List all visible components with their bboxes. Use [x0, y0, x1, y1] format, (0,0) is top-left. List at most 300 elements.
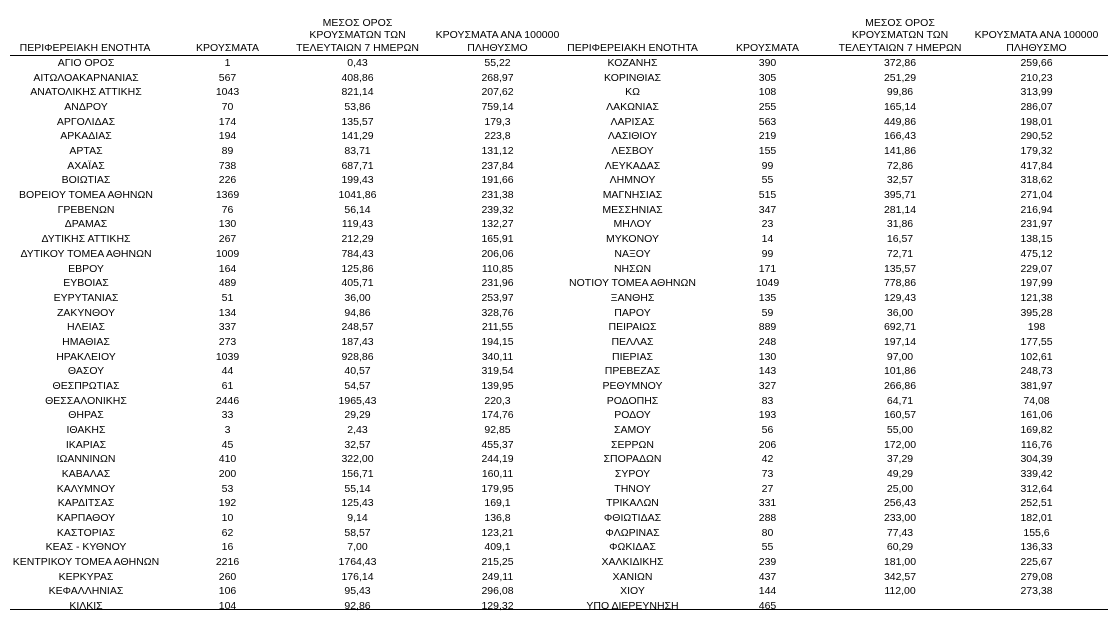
table-row [560, 85, 1118, 100]
cases-cell: 130 [218, 218, 237, 231]
region-cell: ΚΙΛΚΙΣ [69, 600, 103, 613]
avg-cell: 233,00 [883, 512, 917, 525]
cases-cell: 347 [758, 203, 777, 216]
table-row [0, 129, 560, 144]
cases-cell: 889 [758, 321, 777, 334]
table-row [0, 232, 560, 247]
avg-cell: 197,14 [883, 335, 917, 348]
table-row [0, 438, 560, 453]
table-row [560, 482, 1118, 497]
region-cell: ΓΡΕΒΕΝΩΝ [57, 203, 115, 216]
region-cell: ΠΕΛΛΑΣ [611, 335, 654, 348]
cases-cell: 14 [761, 233, 774, 246]
per100k-cell: 191,66 [481, 174, 514, 187]
region-cell: ΧΙΟΥ [620, 585, 645, 598]
cases-cell: 130 [758, 350, 777, 363]
avg-cell: 281,14 [883, 203, 917, 216]
region-cell: ΔΥΤΙΚΟΥ ΤΟΜΕΑ ΑΘΗΝΩΝ [20, 247, 152, 260]
per100k-cell: 312,64 [1020, 482, 1053, 495]
avg-cell: 9,14 [347, 512, 368, 525]
per100k-cell: 249,11 [481, 570, 514, 583]
region-cell: ΑΡΤΑΣ [69, 145, 103, 158]
cases-cell: 200 [218, 468, 237, 481]
avg-cell: 395,71 [883, 189, 917, 202]
cases-cell: 437 [758, 570, 777, 583]
cases-cell: 53 [221, 482, 234, 495]
table-row [0, 173, 560, 188]
per100k-cell: 237,84 [481, 159, 514, 172]
table-row [560, 291, 1118, 306]
per100k-cell: 132,27 [481, 218, 514, 231]
table-row [0, 247, 560, 262]
avg-cell: 1041,86 [338, 189, 377, 202]
region-cell: ΘΗΡΑΣ [68, 409, 104, 422]
per100k-cell: 475,12 [1020, 247, 1053, 260]
table-row [560, 496, 1118, 511]
table-row [560, 394, 1118, 409]
cases-cell: 171 [758, 262, 777, 275]
cases-cell: 51 [221, 291, 234, 304]
avg-cell: 248,57 [341, 321, 374, 334]
per100k-cell: 216,94 [1020, 203, 1053, 216]
cases-cell: 135 [758, 291, 777, 304]
table-row [0, 526, 560, 541]
avg-cell: 2,43 [347, 424, 368, 436]
table-row [0, 364, 560, 379]
per100k-cell: 381,97 [1020, 379, 1053, 392]
region-cell: ΑΡΓΟΛΙΔΑΣ [56, 115, 116, 128]
cases-cell: 155 [758, 145, 777, 158]
avg-cell: 266,86 [883, 379, 917, 392]
cases-cell: 89 [221, 145, 234, 158]
avg-cell: 77,43 [886, 526, 914, 539]
table-row [560, 247, 1118, 262]
per100k-cell: 273,38 [1020, 585, 1053, 598]
table-row [0, 350, 560, 365]
per100k-cell: 286,07 [1020, 101, 1053, 114]
avg-cell: 165,14 [883, 101, 917, 114]
cases-cell: 44 [221, 365, 234, 378]
region-cell: ΚΩ [625, 86, 640, 99]
region-cell: ΕΥΡΥΤΑΝΙΑΣ [53, 291, 119, 304]
per100k-cell: 279,08 [1020, 570, 1053, 583]
region-cell: ΜΕΣΣΗΝΙΑΣ [602, 203, 663, 216]
region-cell: ΛΕΥΚΑΔΑΣ [604, 159, 661, 172]
region-cell: ΚΑΒΑΛΑΣ [61, 468, 111, 481]
per100k-cell: 169,1 [484, 497, 511, 510]
region-cell: ΦΘΙΩΤΙΔΑΣ [603, 512, 662, 525]
avg-cell: 55,14 [344, 482, 371, 495]
table-row [560, 511, 1118, 526]
per100k-cell: 231,97 [1020, 218, 1053, 231]
table-row [560, 71, 1118, 86]
avg-cell: 928,86 [341, 350, 374, 363]
cases-cell: 104 [218, 600, 237, 613]
table-row [0, 320, 560, 335]
table-row [560, 173, 1118, 188]
cases-cell: 83 [761, 394, 774, 407]
region-cell: ΠΕΙΡΑΙΩΣ [608, 321, 657, 334]
per100k-cell: 339,42 [1020, 468, 1053, 481]
per100k-cell: 252,51 [1020, 497, 1053, 510]
table-row [560, 188, 1118, 203]
cases-cell: 55 [761, 174, 774, 187]
per100k-cell: 244,19 [481, 453, 514, 466]
per100k-cell: 211,55 [481, 321, 514, 334]
per100k-cell: 110,85 [481, 262, 514, 275]
table-row [560, 320, 1118, 335]
cases-cell: 2446 [215, 394, 240, 407]
cases-cell: 144 [758, 585, 777, 598]
avg-cell: 141,29 [341, 130, 374, 143]
cases-cell: 390 [758, 57, 777, 69]
cases-cell: 267 [218, 233, 237, 246]
table-row [560, 232, 1118, 247]
avg-cell: 322,00 [341, 453, 374, 466]
avg-cell: 119,43 [341, 218, 374, 231]
per100k-cell: 210,23 [1020, 71, 1053, 84]
table-row [0, 159, 560, 174]
cases-cell: 59 [761, 306, 774, 319]
avg-cell: 54,57 [344, 379, 371, 392]
cases-cell: 305 [758, 71, 777, 84]
region-cell: ΑΙΤΩΛΟΑΚΑΡΝΑΝΙΑΣ [33, 71, 139, 84]
cases-cell: 206 [758, 438, 777, 451]
avg-cell: 31,86 [886, 218, 914, 231]
per100k-cell: 165,91 [481, 233, 514, 246]
per100k-cell: 74,08 [1023, 394, 1050, 407]
region-cell: ΡΕΘΥΜΝΟΥ [602, 379, 663, 392]
table-row [560, 203, 1118, 218]
table-row [0, 423, 560, 438]
per100k-cell: 169,82 [1020, 424, 1053, 436]
table-row [0, 511, 560, 526]
table-row [560, 115, 1118, 130]
cases-cell: 738 [218, 159, 237, 172]
per100k-cell: 194,15 [481, 335, 514, 348]
table-row [0, 570, 560, 585]
table-row [0, 335, 560, 350]
per100k-cell: 198,01 [1020, 115, 1053, 128]
table-row [0, 467, 560, 482]
per100k-cell: 215,25 [481, 556, 514, 569]
cases-cell: 99 [761, 159, 774, 172]
avg-cell: 256,43 [883, 497, 917, 510]
per100k-cell: 92,85 [484, 424, 511, 436]
region-cell: ΗΡΑΚΛΕΙΟΥ [56, 350, 116, 363]
region-cell: ΣΥΡΟΥ [614, 468, 651, 481]
table-row [0, 85, 560, 100]
avg-cell: 36,00 [886, 306, 914, 319]
region-cell: ΚΕΝΤΡΙΚΟΥ ΤΟΜΕΑ ΑΘΗΝΩΝ [12, 556, 160, 569]
avg-cell: 112,00 [884, 585, 916, 598]
cases-cell: 62 [221, 526, 234, 539]
per100k-cell: 197,99 [1020, 277, 1053, 290]
avg-cell: 166,43 [883, 130, 917, 143]
cases-cell: 143 [758, 365, 777, 378]
avg-cell: 821,14 [341, 86, 374, 99]
per100k-cell: 121,38 [1020, 291, 1053, 304]
avg-cell: 25,00 [886, 482, 914, 495]
cases-cell: 1039 [215, 350, 240, 363]
table-row [560, 350, 1118, 365]
cases-cell: 331 [758, 497, 777, 510]
cases-cell: 45 [221, 438, 234, 451]
per100k-cell: 455,37 [481, 438, 514, 451]
cases-cell: 1009 [215, 247, 240, 260]
avg-cell: 372,86 [883, 57, 917, 69]
header-per100k-left: ΚΡΟΥΣΜΑΤΑ ΑΝΑ 100000 ΠΛΗΘΥΣΜΟ [435, 29, 560, 54]
cases-cell: 164 [218, 262, 237, 275]
region-cell: ΕΥΒΟΙΑΣ [63, 277, 109, 290]
per100k-cell: 304,39 [1020, 453, 1053, 466]
cases-cell: 33 [221, 409, 234, 422]
per100k-cell: 248,73 [1020, 365, 1053, 378]
table-row [0, 217, 560, 232]
per100k-cell: 136,33 [1020, 541, 1053, 554]
region-cell: ΚΟΡΙΝΘΙΑΣ [604, 71, 661, 84]
table-row [0, 203, 560, 218]
cases-cell: 16 [221, 541, 234, 554]
avg-cell: 405,71 [341, 277, 374, 290]
table-row [0, 188, 560, 203]
cases-cell: 239 [758, 556, 777, 569]
avg-cell: 342,57 [883, 570, 917, 583]
region-cell: ΠΙΕΡΙΑΣ [612, 350, 653, 363]
avg-cell: 692,71 [883, 321, 917, 334]
avg-cell: 135,57 [341, 115, 374, 128]
table-row [560, 56, 1118, 71]
per100k-cell: 268,97 [481, 71, 514, 84]
avg-cell: 199,43 [341, 174, 374, 187]
per100k-cell: 340,11 [481, 350, 514, 363]
avg-cell: 72,86 [886, 159, 914, 172]
cases-cell: 27 [761, 482, 774, 495]
per100k-cell: 207,62 [481, 86, 514, 99]
per100k-cell: 102,61 [1020, 350, 1053, 363]
cases-cell: 192 [218, 497, 237, 510]
cases-cell: 515 [758, 189, 777, 202]
region-cell: ΑΝΑΤΟΛΙΚΗΣ ΑΤΤΙΚΗΣ [30, 86, 142, 99]
table-row [560, 423, 1118, 438]
per100k-cell: 759,14 [481, 101, 514, 114]
cases-cell: 1043 [215, 86, 240, 99]
table-row [560, 438, 1118, 453]
avg-cell: 212,29 [341, 233, 374, 246]
cases-cell: 567 [218, 71, 237, 84]
avg-cell: 251,29 [883, 71, 917, 84]
table-row [0, 276, 560, 291]
cases-cell: 327 [758, 379, 777, 392]
region-cell: ΑΓΙΟ ΟΡΟΣ [57, 57, 115, 69]
region-cell: ΖΑΚΥΝΘΟΥ [56, 306, 115, 319]
header-cases-right: ΚΡΟΥΣΜΑΤΑ [736, 41, 799, 54]
table-row [0, 584, 560, 599]
per100k-cell: 253,97 [481, 291, 514, 304]
region-cell: ΕΒΡΟΥ [68, 262, 104, 275]
region-cell: ΝΑΞΟΥ [614, 247, 651, 260]
per100k-cell: 161,06 [1020, 409, 1053, 422]
cases-cell: 23 [761, 218, 774, 231]
table-row [560, 452, 1118, 467]
cases-cell: 70 [221, 101, 234, 114]
table-row [0, 599, 560, 614]
region-cell: ΦΛΩΡΙΝΑΣ [605, 526, 660, 539]
cases-cell: 106 [218, 585, 237, 598]
region-cell: ΑΝΔΡΟΥ [64, 101, 108, 114]
avg-cell: 60,29 [886, 541, 914, 554]
avg-cell: 101,86 [883, 365, 917, 378]
region-cell: ΚΟΖΑΝΗΣ [607, 57, 658, 69]
cases-cell: 337 [218, 321, 237, 334]
cases-cell: 288 [758, 512, 777, 525]
region-cell: ΣΕΡΡΩΝ [611, 438, 654, 451]
table-row [0, 56, 560, 71]
avg-cell: 29,29 [344, 409, 371, 422]
avg-cell: 156,71 [341, 468, 374, 481]
per100k-cell: 182,01 [1020, 512, 1053, 525]
cases-cell: 80 [761, 526, 774, 539]
region-cell: ΧΑΝΙΩΝ [612, 570, 653, 583]
bottom-divider [10, 609, 1108, 610]
per100k-cell: 198 [1027, 321, 1046, 334]
region-cell: ΣΠΟΡΑΔΩΝ [603, 453, 662, 466]
cases-cell: 226 [218, 174, 237, 187]
avg-cell: 92,86 [344, 600, 371, 613]
table-row [0, 482, 560, 497]
region-cell: ΤΡΙΚΑΛΩΝ [606, 497, 659, 510]
region-cell: ΘΕΣΣΑΛΟΝΙΚΗΣ [45, 394, 127, 407]
per100k-cell: 55,22 [484, 57, 511, 69]
per100k-cell: 123,21 [481, 526, 514, 539]
per100k-cell: 174,76 [481, 409, 514, 422]
per100k-cell: 206,06 [481, 247, 514, 260]
cases-cell: 410 [218, 453, 237, 466]
cases-cell: 489 [218, 277, 237, 290]
region-cell: ΛΑΣΙΘΙΟΥ [607, 130, 658, 143]
table-row [0, 291, 560, 306]
per100k-cell: 313,99 [1020, 86, 1053, 99]
region-cell: ΑΡΚΑΔΙΑΣ [60, 130, 112, 143]
table-row [560, 526, 1118, 541]
per100k-cell: 138,15 [1020, 233, 1053, 246]
region-cell: ΔΡΑΜΑΣ [64, 218, 108, 231]
per100k-cell: 259,66 [1020, 57, 1053, 69]
table-row [0, 144, 560, 159]
per100k-cell: 116,76 [1020, 438, 1053, 451]
header-avg-left: ΜΕΣΟΣ ΟΡΟΣ ΚΡΟΥΣΜΑΤΩΝ ΤΩΝ ΤΕΛΕΥΤΑΙΩΝ 7 ΗΜΕΡΩΝ [296, 16, 419, 54]
avg-cell: 778,86 [883, 277, 917, 290]
header-region-right: ΠΕΡΙΦΕΡΕΙΑΚΗ ΕΝΟΤΗΤΑ [567, 41, 698, 54]
cases-cell: 1 [224, 57, 231, 69]
per100k-cell: 409,1 [484, 541, 511, 554]
region-cell: ΛΑΡΙΣΑΣ [610, 115, 655, 128]
per100k-cell: 417,84 [1020, 159, 1053, 172]
region-cell: ΜΥΚΟΝΟΥ [605, 233, 659, 246]
table-row [560, 408, 1118, 423]
cases-cell: 273 [218, 335, 237, 348]
cases-cell: 61 [221, 379, 234, 392]
avg-cell: 40,57 [344, 365, 371, 378]
table-row [0, 540, 560, 555]
avg-cell: 16,57 [886, 233, 914, 246]
region-cell: ΣΑΜΟΥ [613, 424, 652, 436]
avg-cell: 141,86 [883, 145, 917, 158]
header-per100k-right: ΚΡΟΥΣΜΑΤΑ ΑΝΑ 100000 ΠΛΗΘΥΣΜΟ [974, 29, 1099, 54]
avg-cell: 72,71 [886, 247, 914, 260]
cases-cell: 99 [761, 247, 774, 260]
table-row [0, 496, 560, 511]
table-row [560, 306, 1118, 321]
region-cell: ΒΟΡΕΙΟΥ ΤΟΜΕΑ ΑΘΗΝΩΝ [19, 189, 153, 202]
region-cell: ΞΑΝΘΗΣ [610, 291, 655, 304]
cases-cell: 3 [224, 424, 231, 436]
avg-cell: 83,71 [344, 145, 371, 158]
region-cell: ΔΥΤΙΚΗΣ ΑΤΤΙΚΗΣ [41, 233, 131, 246]
region-cell: ΡΟΔΟΠΗΣ [606, 394, 659, 407]
cases-cell: 194 [218, 130, 237, 143]
avg-cell: 176,14 [341, 570, 374, 583]
region-cell: ΚΕΑΣ - ΚΥΘΝΟΥ [45, 541, 127, 554]
region-cell: ΛΑΚΩΝΙΑΣ [606, 101, 659, 114]
region-cell: ΧΑΛΚΙΔΙΚΗΣ [601, 556, 664, 569]
per100k-cell: 296,08 [481, 585, 514, 598]
per100k-cell: 231,38 [481, 189, 514, 202]
per100k-cell: 328,76 [481, 306, 514, 319]
region-cell: ΘΑΣΟΥ [67, 365, 105, 378]
region-cell: ΡΟΔΟΥ [614, 409, 651, 422]
per100k-cell: 155,6 [1023, 526, 1050, 539]
per100k-cell: 271,04 [1020, 189, 1053, 202]
region-cell: ΥΠΟ ΔΙΕΡΕΥΝΗΣΗ [586, 600, 679, 613]
table-row [560, 262, 1118, 277]
per100k-cell: 136,8 [484, 512, 511, 525]
table-row [560, 144, 1118, 159]
cases-cell: 1049 [755, 277, 780, 290]
avg-cell: 408,86 [341, 71, 374, 84]
avg-cell: 37,29 [886, 453, 914, 466]
cases-cell: 2216 [215, 556, 240, 569]
avg-cell: 181,00 [883, 556, 917, 569]
avg-cell: 1965,43 [338, 394, 377, 407]
per100k-cell: 229,07 [1020, 262, 1053, 275]
per100k-cell: 139,95 [481, 379, 514, 392]
table-row [560, 599, 1118, 614]
avg-cell: 7,00 [347, 541, 368, 554]
region-cell: ΗΛΕΙΑΣ [66, 321, 105, 334]
table-row [560, 335, 1118, 350]
region-cell: ΑΧΑΪΑΣ [67, 159, 105, 172]
region-cell: ΚΕΡΚΥΡΑΣ [58, 570, 114, 583]
cases-cell: 260 [218, 570, 237, 583]
cases-cell: 134 [218, 306, 237, 319]
per100k-cell: 231,96 [481, 277, 514, 290]
region-cell: ΘΕΣΠΡΩΤΙΑΣ [52, 379, 120, 392]
avg-cell: 160,57 [883, 409, 917, 422]
table-row [560, 129, 1118, 144]
avg-cell: 36,00 [344, 291, 371, 304]
cases-cell: 563 [758, 115, 777, 128]
cases-cell: 248 [758, 335, 777, 348]
avg-cell: 1764,43 [338, 556, 377, 569]
avg-cell: 172,00 [883, 438, 917, 451]
cases-cell: 255 [758, 101, 777, 114]
cases-cell: 465 [758, 600, 777, 613]
table-row [0, 262, 560, 277]
region-cell: ΗΜΑΘΙΑΣ [62, 335, 110, 348]
per100k-cell: 225,67 [1020, 556, 1053, 569]
region-cell: ΦΩΚΙΔΑΣ [609, 541, 656, 554]
